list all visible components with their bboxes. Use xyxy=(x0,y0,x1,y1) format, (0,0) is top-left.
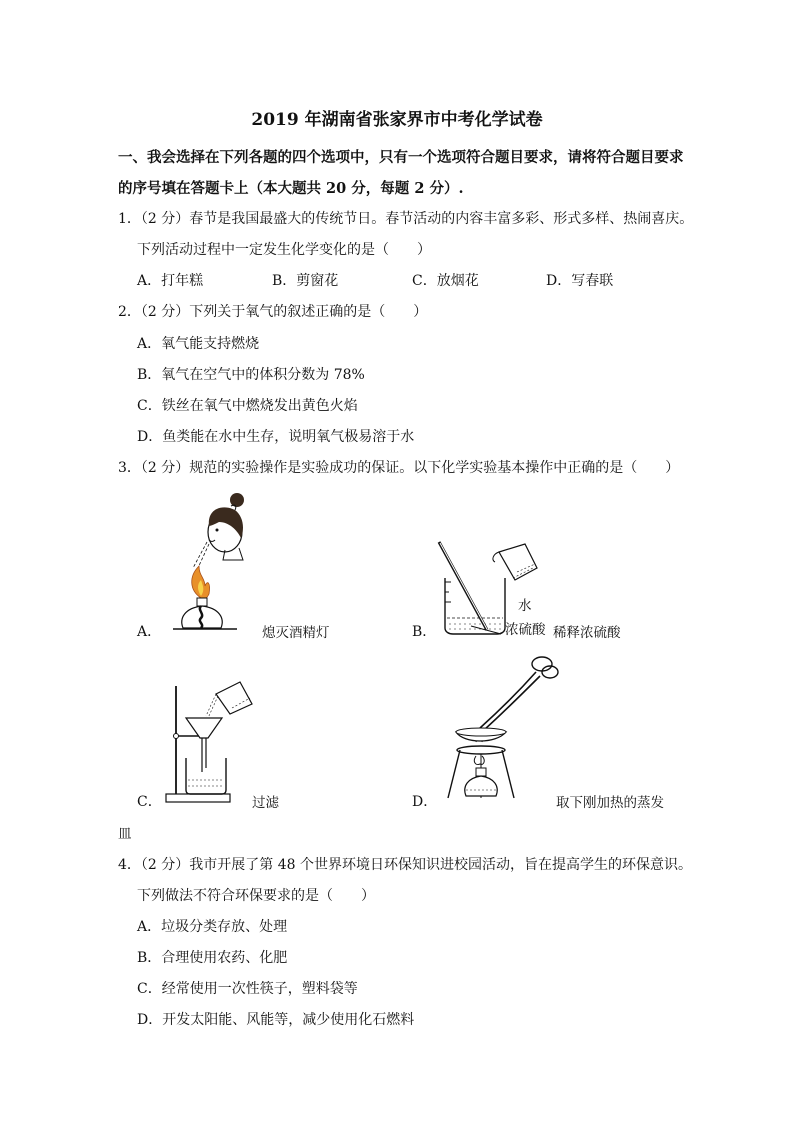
q1-option-b: B．剪窗花 xyxy=(272,273,339,289)
q4-option-a: A．垃圾分类存放、处理 xyxy=(137,919,288,935)
q1-option-c: C．放烟花 xyxy=(412,273,479,289)
pouring-beaker-illustration xyxy=(493,544,537,580)
q1-option-a: A．打年糕 xyxy=(137,273,204,289)
figure-alcohol-lamp-blowing xyxy=(165,490,245,635)
flame-illustration xyxy=(192,566,210,599)
q1-stem-line2: 下列活动过程中一定发生化学变化的是（ ） xyxy=(137,242,431,258)
person-head-illustration xyxy=(208,493,244,560)
q4-stem-line2: 下列做法不符合环保要求的是（ ） xyxy=(137,888,375,904)
q4-option-c: C．经常使用一次性筷子，塑料袋等 xyxy=(137,981,358,997)
figure-evaporating-dish-tongs xyxy=(440,650,560,810)
q4-option-b: B．合理使用农药、化肥 xyxy=(137,950,288,966)
q4-stem-line1: 4．（2 分）我市开展了第 48 个世界环境日环保知识进校园活动，旨在提高学生的环保意识。 xyxy=(118,857,692,873)
q3-caption-d-continued: 皿 xyxy=(118,826,132,842)
label-water: 水 xyxy=(518,598,532,614)
iron-stand-illustration xyxy=(166,686,230,802)
q2-option-c: C．铁丝在氧气中燃烧发出黄色火焰 xyxy=(137,398,358,414)
q3-option-a-marker: A． xyxy=(137,624,162,640)
q3-caption-d: 取下刚加热的蒸发 xyxy=(556,795,664,811)
q3-option-d-marker: D． xyxy=(412,794,438,810)
q2-stem: 2．（2 分）下列关于氧气的叙述正确的是（ ） xyxy=(118,304,428,320)
q3-option-c-marker: C． xyxy=(137,794,162,810)
q2-option-d: D．鱼类能在水中生存，说明氧气极易溶于水 xyxy=(137,429,415,445)
q3-option-b-marker: B． xyxy=(412,624,437,640)
page-title: 2019 年湖南省张家界市中考化学试卷 xyxy=(251,110,543,130)
funnel-illustration xyxy=(186,718,222,772)
q3-caption-c: 过滤 xyxy=(252,795,279,811)
q1-stem-line1: 1．（2 分）春节是我国最盛大的传统节日。春节活动的内容丰富多彩、形式多样、热闹喜庆。 xyxy=(118,211,694,227)
section-heading-line2: 的序号填在答题卡上（本大题共 20 分，每题 2 分）. xyxy=(118,180,464,197)
q2-option-a: A．氧气能支持燃烧 xyxy=(137,336,260,352)
q3-caption-a: 熄灭酒精灯 xyxy=(262,625,330,641)
label-conc-sulfuric-acid: 浓硫酸 xyxy=(505,622,546,638)
evaporating-dish-illustration xyxy=(456,728,506,741)
section-heading-line1: 一、我会选择在下列各题的四个选项中，只有一个选项符合题目要求，请将符合题目要求 xyxy=(118,149,684,166)
q3-stem: 3．（2 分）规范的实验操作是实验成功的保证。以下化学实验基本操作中正确的是（ ） xyxy=(118,460,680,476)
alcohol-lamp-illustration xyxy=(173,598,237,629)
pouring-beaker-illustration xyxy=(206,682,252,718)
figure-filtration xyxy=(160,676,260,806)
q3-caption-b: 稀释浓硫酸 xyxy=(553,625,621,641)
q4-option-d: D．开发太阳能、风能等，减少使用化石燃料 xyxy=(137,1012,415,1028)
q2-option-b: B．氧气在空气中的体积分数为 78% xyxy=(137,367,365,383)
q1-option-d: D．写春联 xyxy=(546,273,614,289)
